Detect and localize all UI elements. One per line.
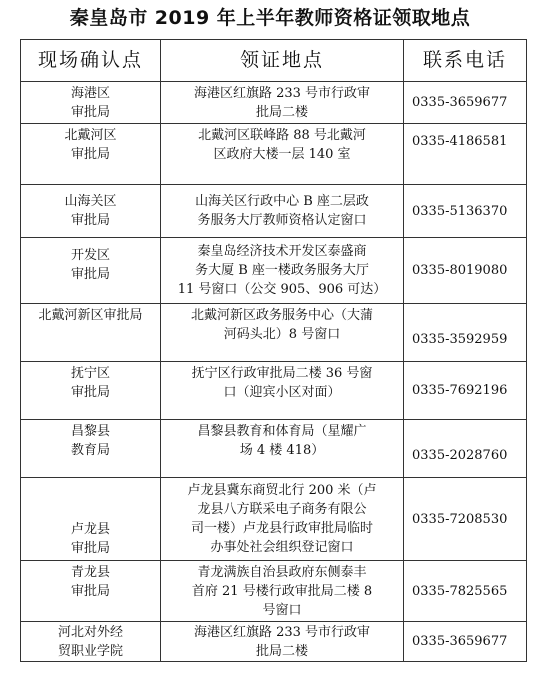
phone-cell: 0335-7825565 [404, 561, 527, 622]
address-cell: 海港区红旗路 233 号市行政审 批局二楼 [161, 82, 404, 124]
table-row [21, 185, 527, 238]
phone-cell: 0335-7692196 [404, 362, 527, 420]
address-cell: 秦皇岛经济技术开发区泰盛商 务大厦 B 座一楼政务服务大厅 11 号窗口（公交 905、906 可达） [161, 238, 404, 304]
site-cell: 卢龙县 审批局 [21, 478, 161, 561]
table-row [21, 420, 527, 478]
address-cell: 山海关区行政中心 B 座二层政 务服务大厅教师资格认定窗口 [161, 185, 404, 238]
address-cell: 海港区红旗路 233 号市行政审 批局二楼 [161, 622, 404, 662]
table-row [21, 304, 527, 362]
address-cell: 卢龙县冀东商贸北行 200 米（卢 龙县八方联采电子商务有限公 司一楼）卢龙县行政审批局临时 办事处社会组织登记窗口 [161, 478, 404, 561]
address-cell: 抚宁区行政审批局二楼 36 号窗 口（迎宾小区对面） [161, 362, 404, 420]
table-row [21, 478, 527, 561]
column-header-phone: 联系电话 [404, 40, 527, 82]
site-cell: 河北对外经 贸职业学院 [21, 622, 161, 662]
address-cell: 昌黎县教育和体育局（星耀广 场 4 楼 418） [161, 420, 404, 478]
page-title: 秦皇岛市 2019 年上半年教师资格证领取地点 [69, 7, 471, 29]
table-row [21, 362, 527, 420]
phone-cell: 0335-5136370 [404, 185, 527, 238]
site-cell: 海港区 审批局 [21, 82, 161, 124]
address-cell: 青龙满族自治县政府东侧泰丰 首府 21 号楼行政审批局二楼 8 号窗口 [161, 561, 404, 622]
table-row [21, 124, 527, 185]
table-row [21, 82, 527, 124]
phone-cell: 0335-7208530 [404, 478, 527, 561]
table-row [21, 622, 527, 662]
phone-cell: 0335-3659677 [404, 82, 527, 124]
table-row [21, 238, 527, 304]
column-header-address: 领证地点 [161, 40, 404, 82]
site-cell: 北戴河区 审批局 [21, 124, 161, 185]
phone-cell: 0335-3592959 [404, 304, 527, 362]
site-cell: 昌黎县 教育局 [21, 420, 161, 478]
site-cell: 山海关区 审批局 [21, 185, 161, 238]
table-row [21, 561, 527, 622]
address-cell: 北戴河新区政务服务中心（大蒲 河码头北）8 号窗口 [161, 304, 404, 362]
address-cell: 北戴河区联峰路 88 号北戴河 区政府大楼一层 140 室 [161, 124, 404, 185]
phone-cell: 0335-2028760 [404, 420, 527, 478]
column-header-site: 现场确认点 [21, 40, 161, 82]
phone-cell: 0335-8019080 [404, 238, 527, 304]
site-cell: 抚宁区 审批局 [21, 362, 161, 420]
site-cell: 北戴河新区审批局 [21, 304, 161, 362]
site-cell: 开发区 审批局 [21, 238, 161, 304]
pickup-locations-table [20, 39, 527, 662]
site-cell: 青龙县 审批局 [21, 561, 161, 622]
phone-cell: 0335-3659677 [404, 622, 527, 662]
phone-cell: 0335-4186581 [404, 124, 527, 185]
table-header-row [21, 40, 527, 82]
